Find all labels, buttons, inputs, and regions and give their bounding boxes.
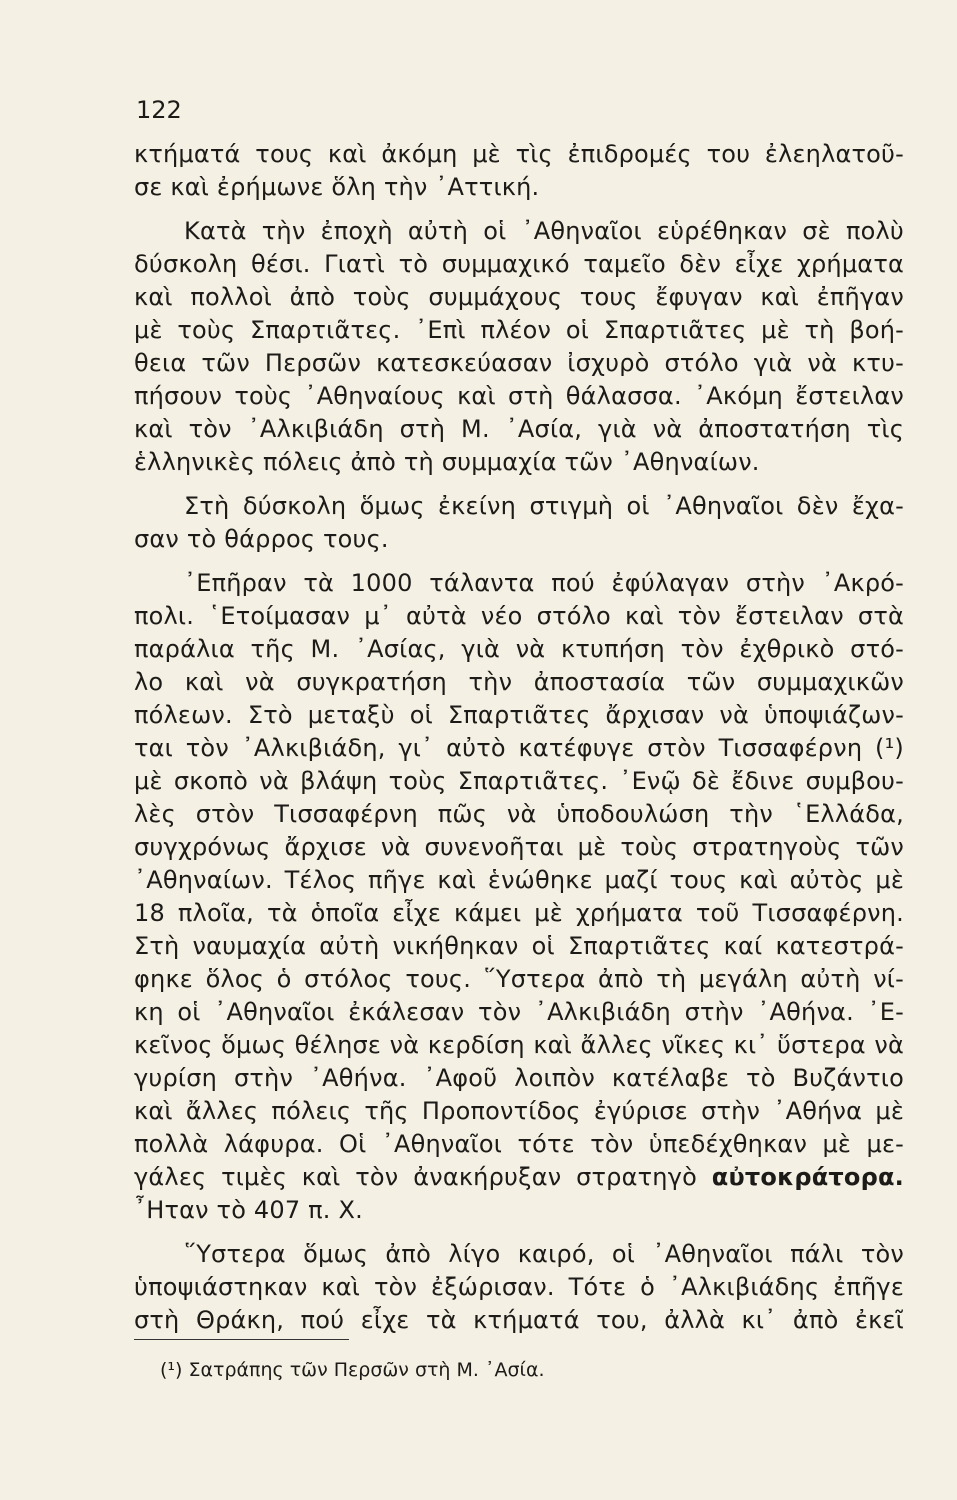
text-line: μὲ τοὺς Σπαρτιᾶτες. ᾿Επὶ πλέον οἱ Σπαρτιᾶτες μὲ τὴ βοή- — [134, 316, 904, 344]
paragraph — [134, 215, 904, 479]
text-line: λο καὶ νὰ συγκρατήση τὴν ἀποστασία τῶν συμμαχικῶν — [134, 668, 904, 696]
text-line: ὑποψιάστηκαν καὶ τὸν ἐξώρισαν. Τότε ὁ ᾿Αλκιβιάδης ἐπῆγε — [134, 1273, 904, 1301]
footnote — [160, 1357, 545, 1383]
text-line: παράλια τῆς Μ. ᾿Ασίας, γιὰ νὰ κτυπήση τὸν ἐχθρικὸ στό- — [134, 635, 904, 663]
text-line: πόλεων. Στὸ μεταξὺ οἱ Σπαρτιᾶτες ἄρχισαν νὰ ὑποψιάζων- — [134, 701, 904, 729]
body-text — [134, 138, 904, 1348]
paragraph — [134, 567, 904, 1227]
text-line: φηκε ὅλος ὁ στόλος τους. ῞Υστερα ἀπὸ τὴ μεγάλη αὐτὴ νί- — [134, 965, 904, 993]
page-number: 122 — [136, 96, 182, 124]
text-line: κη οἱ ᾿Αθηναῖοι ἐκάλεσαν τὸν ᾿Αλκιβιάδη στὴν ᾿Αθήνα. ᾿Ε- — [134, 998, 904, 1026]
text-line: δύσκολη θέσι. Γιατὶ τὸ συμμαχικό ταμεῖο δὲν εἶχε χρήματα — [134, 250, 904, 278]
text-line: ᾿Επῆραν τὰ 1000 τάλαντα πού ἐφύλαγαν στὴν ᾿Ακρό- — [184, 569, 904, 597]
text-line: μὲ σκοπὸ νὰ βλάψη τοὺς Σπαρτιᾶτες. ᾿Ενῷ δὲ ἔδινε συμβου- — [134, 767, 904, 795]
text-line: κεῖνος ὅμως θέλησε νὰ κερδίση καὶ ἄλλες νῖκες κι᾿ ὕστερα νὰ — [134, 1031, 904, 1059]
text-line: ῏Ηταν τὸ 407 π. Χ. — [134, 1196, 363, 1224]
footnote-rule — [134, 1339, 349, 1340]
text-line: γάλες τιμὲς καὶ τὸν ἀνακήρυξαν στρατηγὸ αὐτοκράτορα. — [134, 1163, 904, 1191]
bold-word: αὐτοκράτορα. — [711, 1163, 904, 1191]
text-line: ται τὸν ᾿Αλκιβιάδη, γι᾿ αὐτὸ κατέφυγε στὸν Τισσαφέρνη (¹) — [134, 734, 904, 762]
text-line: σε καὶ ἐρήμωνε ὅλη τὴν ᾿Αττική. — [134, 173, 540, 201]
text-line: ᾿Αθηναίων. Τέλος πῆγε καὶ ἑνώθηκε μαζί τους καὶ αὐτὸς μὲ — [134, 866, 904, 894]
paragraph — [134, 138, 904, 204]
text-line: γυρίση στὴν ᾿Αθήνα. ᾿Αφοῦ λοιπὸν κατέλαβε τὸ Βυζάντιο — [134, 1064, 904, 1092]
text-line: σαν τὸ θάρρος τους. — [134, 525, 389, 553]
text-line: 18 πλοῖα, τὰ ὁποῖα εἶχε κάμει μὲ χρήματα τοῦ Τισσαφέρνη. — [134, 899, 904, 927]
text-line: συγχρόνως ἄρχισε νὰ συνενοῆται μὲ τοὺς στρατηγοὺς τῶν — [134, 833, 904, 861]
text-line: πολι. ῾Ετοίμασαν μ᾿ αὐτὰ νέο στόλο καὶ τὸν ἔστειλαν στὰ — [134, 602, 904, 630]
text-line: πολλὰ λάφυρα. Οἱ ᾿Αθηναῖοι τότε τὸν ὑπεδέχθηκαν μὲ με- — [134, 1130, 904, 1158]
text-line: θεια τῶν Περσῶν κατεσκεύασαν ἰσχυρὸ στόλο γιὰ νὰ κτυ- — [134, 349, 904, 377]
text-line: πήσουν τοὺς ᾿Αθηναίους καὶ στὴ θάλασσα. ᾿Ακόμη ἔστειλαν — [134, 382, 904, 410]
text-line: καὶ πολλοὶ ἀπὸ τοὺς συμμάχους τους ἔφυγαν καὶ ἐπῆγαν — [134, 283, 904, 311]
footnote-marker: (¹) — [160, 1359, 183, 1381]
text-line: καὶ ἄλλες πόλεις τῆς Προποντίδος ἐγύρισε στὴν ᾿Αθήνα μὲ — [134, 1097, 904, 1125]
text-line: λὲς στὸν Τισσαφέρνη πῶς νὰ ὑποδουλώση τὴν ῾Ελλάδα, — [134, 800, 904, 828]
footnote-text: Σατράπης τῶν Περσῶν στὴ Μ. ᾿Ασία. — [188, 1359, 545, 1381]
paragraph — [134, 1238, 904, 1337]
text-line: Στὴ δύσκολη ὅμως ἐκείνη στιγμὴ οἱ ᾿Αθηναῖοι δὲν ἔχα- — [184, 492, 904, 520]
text-line: ἑλληνικὲς πόλεις ἀπὸ τὴ συμμαχία τῶν ᾿Αθηναίων. — [134, 448, 760, 476]
text-line: Στὴ ναυμαχία αὐτὴ νικήθηκαν οἱ Σπαρτιᾶτες καί κατεστρά- — [134, 932, 904, 960]
text-line: ῞Υστερα ὅμως ἀπὸ λίγο καιρό, οἱ ᾿Αθηναῖοι πάλι τὸν — [184, 1240, 904, 1268]
text-line: καὶ τὸν ᾿Αλκιβιάδη στὴ Μ. ᾿Ασία, γιὰ νὰ ἀποστατήση τὶς — [134, 415, 904, 443]
text-line: Κατὰ τὴν ἐποχὴ αὐτὴ οἱ ᾿Αθηναῖοι εὑρέθηκαν σὲ πολὺ — [184, 217, 904, 245]
text-line: κτήματά τους καὶ ἀκόμη μὲ τὶς ἐπιδρομές του ἐλεηλατοῦ- — [134, 140, 904, 168]
text-line: στὴ Θράκη, πού εἶχε τὰ κτήματά του, ἀλλὰ κι᾿ ἀπὸ ἐκεῖ — [134, 1306, 904, 1334]
paragraph — [134, 490, 904, 556]
